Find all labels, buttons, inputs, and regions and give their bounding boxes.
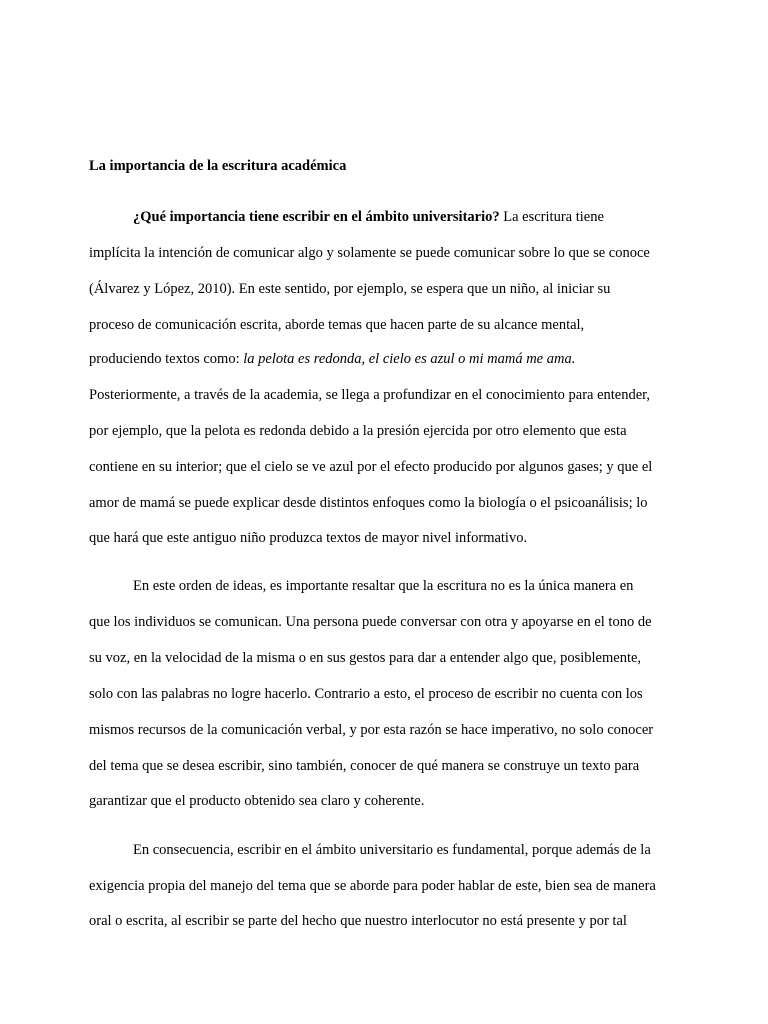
p2-line-5: mismos recursos de la comunicación verbal, y por esta razón se hace imperativo, no solo conocer <box>89 722 654 738</box>
p2-line-1: En este orden de ideas, es importante resaltar que la escritura no es la única manera en <box>133 578 634 594</box>
p1-line-3: (Álvarez y López, 2010). En este sentido, por ejemplo, se espera que un niño, al iniciar su <box>89 281 611 297</box>
p1-line-1 <box>133 207 604 227</box>
p1-line-7: por ejemplo, que la pelota es redonda debido a la presión ejercida por otro elemento que esta <box>89 423 627 439</box>
p1-line-9: amor de mamá se puede explicar desde distintos enfoques como la biología o el psicoanálisis; lo <box>89 495 648 511</box>
p1-line-10: que hará que este antiguo niño produzca textos de mayor nivel informativo. <box>89 530 528 546</box>
p2-line-3: su voz, en la velocidad de la misma o en sus gestos para dar a entender algo que, posiblemente, <box>89 650 642 666</box>
p2-line-7: garantizar que el producto obtenido sea claro y coherente. <box>89 793 425 809</box>
p1-line-1-rest: La escritura tiene <box>499 209 604 225</box>
p3-line-1: En consecuencia, escribir en el ámbito universitario es fundamental, porque además de la <box>133 842 651 858</box>
p1-examples: la pelota es redonda, el cielo es azul o mi mamá me ama. <box>243 351 576 367</box>
p1-line-4: proceso de comunicación escrita, aborde temas que hacen parte de su alcance mental, <box>89 317 585 333</box>
p3-line-2: exigencia propia del manejo del tema que se aborde para poder hablar de este, bien sea de manera <box>89 878 656 894</box>
p1-line-2: implícita la intención de comunicar algo y solamente se puede comunicar sobre lo que se conoce <box>89 245 650 261</box>
p2-line-6: del tema que se desea escribir, sino también, conocer de qué manera se construye un texto para <box>89 758 640 774</box>
p2-line-4: solo con las palabras no logre hacerlo. Contrario a esto, el proceso de escribir no cuenta con los <box>89 686 643 702</box>
p1-line-5-start: produciendo textos como: <box>89 351 244 367</box>
p1-line-6: Posteriormente, a través de la academia, se llega a profundizar en el conocimiento para entender, <box>89 387 651 403</box>
p1-line-5 <box>89 349 575 369</box>
p1-question: ¿Qué importancia tiene escribir en el ámbito universitario? <box>133 209 500 225</box>
p3-line-3: oral o escrita, al escribir se parte del hecho que nuestro interlocutor no está presente y por tal <box>89 913 627 929</box>
p2-line-2: que los individuos se comunican. Una persona puede conversar con otra y apoyarse en el tono de <box>89 614 652 630</box>
p1-line-8: contiene en su interior; que el cielo se ve azul por el efecto producido por algunos gases; y que el <box>89 459 653 475</box>
document-title: La importancia de la escritura académica <box>89 158 347 174</box>
